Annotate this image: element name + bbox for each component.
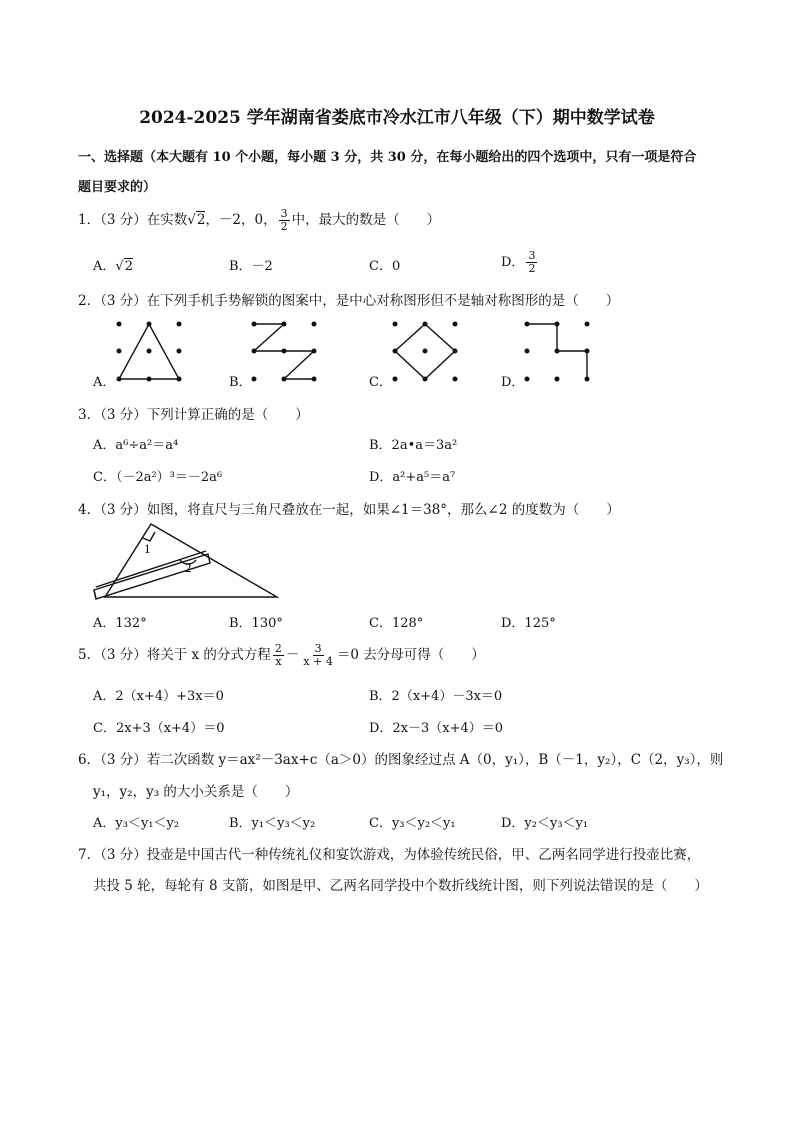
q1-option-a-sqrt-arg: 2 bbox=[124, 259, 133, 274]
q5-option-a[interactable]: A．2（x+4）+3x＝0 bbox=[93, 689, 224, 704]
q4-angle-2-label: 2 bbox=[185, 560, 192, 575]
q5-frac2-den: x + 4 bbox=[303, 655, 333, 668]
q3-option-c[interactable]: C．（－2a²）³＝－2a⁶ bbox=[93, 470, 223, 485]
q4-angle-1-label: 1 bbox=[144, 541, 151, 556]
q6-option-c[interactable]: C．y₃＜y₂＜y₁ bbox=[369, 816, 456, 831]
q4-option-a[interactable]: A．132° bbox=[93, 616, 147, 631]
q5-frac1-den: x bbox=[275, 655, 282, 668]
section-heading-line2: 题目要求的） bbox=[78, 180, 157, 195]
question-6-stem-line1: 6．（3 分）若二次函数 y＝ax²－3ax+c（a＞0）的图象经过点 A（0，y₁），B（－1，y₂），C（2，y₃），则 bbox=[78, 752, 724, 768]
q4-option-c[interactable]: C．128° bbox=[369, 616, 424, 631]
question-3-stem: 3．（3 分）下列计算正确的是（ ） bbox=[78, 407, 309, 423]
question-2-stem: 2．（3 分）在下列手机手势解锁的图案中，是中心对称图形但不是轴对称图形的是（ ） bbox=[78, 293, 620, 309]
q1-fraction bbox=[279, 208, 290, 233]
q2-option-c[interactable]: C． bbox=[369, 375, 392, 390]
q6-option-a[interactable]: A．y₃＜y₁＜y₂ bbox=[93, 816, 180, 831]
q4-ruler-triangle-figure bbox=[92, 522, 292, 602]
question-7-stem-line2: 共投 5 轮，每轮有 8 支箭，如图是甲、乙两名同学投中个数折线统计图，则下列说法错误的是（ ） bbox=[93, 878, 708, 894]
q1-mid: ，－2，0， bbox=[205, 212, 277, 228]
q2-pattern-c-figure bbox=[386, 316, 466, 386]
q1-frac-den: 2 bbox=[280, 220, 288, 233]
q1-option-d-den: 2 bbox=[528, 262, 536, 275]
q3-option-a[interactable]: A．a⁶÷a²＝a⁴ bbox=[93, 438, 179, 453]
q5-frac2-num: 3 bbox=[314, 642, 322, 655]
q1-option-b[interactable]: B．－2 bbox=[229, 259, 273, 274]
q1-option-a-sqrt: √2 bbox=[115, 259, 133, 274]
q1-sqrt-arg: 2 bbox=[196, 212, 206, 228]
q1-suffix: 中，最大的数是（ ） bbox=[291, 212, 441, 228]
q2-option-d[interactable]: D． bbox=[501, 375, 525, 390]
q4-option-b[interactable]: B．130° bbox=[229, 616, 283, 631]
q4-option-d[interactable]: D．125° bbox=[501, 616, 556, 631]
q1-option-d[interactable] bbox=[501, 250, 539, 275]
section-heading-line1: 一、选择题（本大题有 10 个小题，每小题 3 分，共 30 分，在每小题给出的四个选项中，只有一项是符合 bbox=[78, 150, 697, 165]
q1-sqrt: √2 bbox=[187, 212, 206, 228]
question-7-stem-line1: 7．（3 分）投壶是中国古代一种传统礼仪和宴饮游戏，为体验传统民俗，甲、乙两名同学进行投壶比赛， bbox=[78, 847, 701, 863]
q2-option-a[interactable]: A． bbox=[93, 375, 116, 390]
q1-option-a[interactable] bbox=[93, 255, 133, 274]
q1-option-c[interactable]: C．0 bbox=[369, 259, 401, 274]
q5-option-b[interactable]: B．2（x+4）－3x＝0 bbox=[369, 689, 503, 704]
q6-option-b[interactable]: B．y₁＜y₃＜y₂ bbox=[229, 816, 316, 831]
q2-pattern-d-figure bbox=[518, 316, 598, 386]
question-4-stem: 4．（3 分）如图，将直尺与三角尺叠放在一起，如果∠1＝38°，那么∠2 的度数为（ ） bbox=[78, 502, 620, 518]
q1-option-a-label: A． bbox=[93, 259, 116, 274]
q5-minus: － bbox=[285, 647, 300, 663]
q5-option-c[interactable]: C．2x+3（x+4）＝0 bbox=[93, 721, 225, 736]
q1-prefix: 1．（3 分）在实数 bbox=[78, 212, 188, 228]
q1-option-d-label: D． bbox=[501, 255, 525, 270]
q1-option-d-fraction bbox=[526, 250, 537, 275]
q3-option-d[interactable]: D．a²+a⁵＝a⁷ bbox=[369, 470, 456, 485]
q1-frac-num: 3 bbox=[280, 207, 288, 220]
q2-pattern-b-figure bbox=[245, 316, 325, 386]
q4-ruler-outer bbox=[94, 554, 210, 599]
q2-pattern-a-figure bbox=[110, 316, 190, 386]
question-1-stem bbox=[78, 208, 440, 233]
page-title: 2024-2025 学年湖南省娄底市冷水江市八年级（下）期中数学试卷 bbox=[139, 108, 655, 128]
q5-fraction-1 bbox=[273, 643, 284, 668]
q5-prefix: 5．（3 分）将关于 x 的分式方程 bbox=[78, 647, 271, 663]
q2-option-b[interactable]: B． bbox=[229, 375, 252, 390]
q5-frac1-num: 2 bbox=[274, 642, 282, 655]
question-6-stem-line2: y₁，y₂，y₃ 的大小关系是（ ） bbox=[93, 784, 299, 800]
question-5-stem bbox=[78, 643, 485, 668]
q6-option-d[interactable]: D．y₂＜y₃＜y₁ bbox=[501, 816, 589, 831]
q1-option-d-num: 3 bbox=[528, 249, 536, 262]
q5-option-d[interactable]: D．2x－3（x+4）＝0 bbox=[369, 721, 504, 736]
q5-fraction-2 bbox=[301, 643, 334, 668]
q3-option-b[interactable]: B．2a•a＝3a² bbox=[369, 438, 458, 453]
q5-suffix: ＝0 去分母可得（ ） bbox=[336, 647, 485, 663]
